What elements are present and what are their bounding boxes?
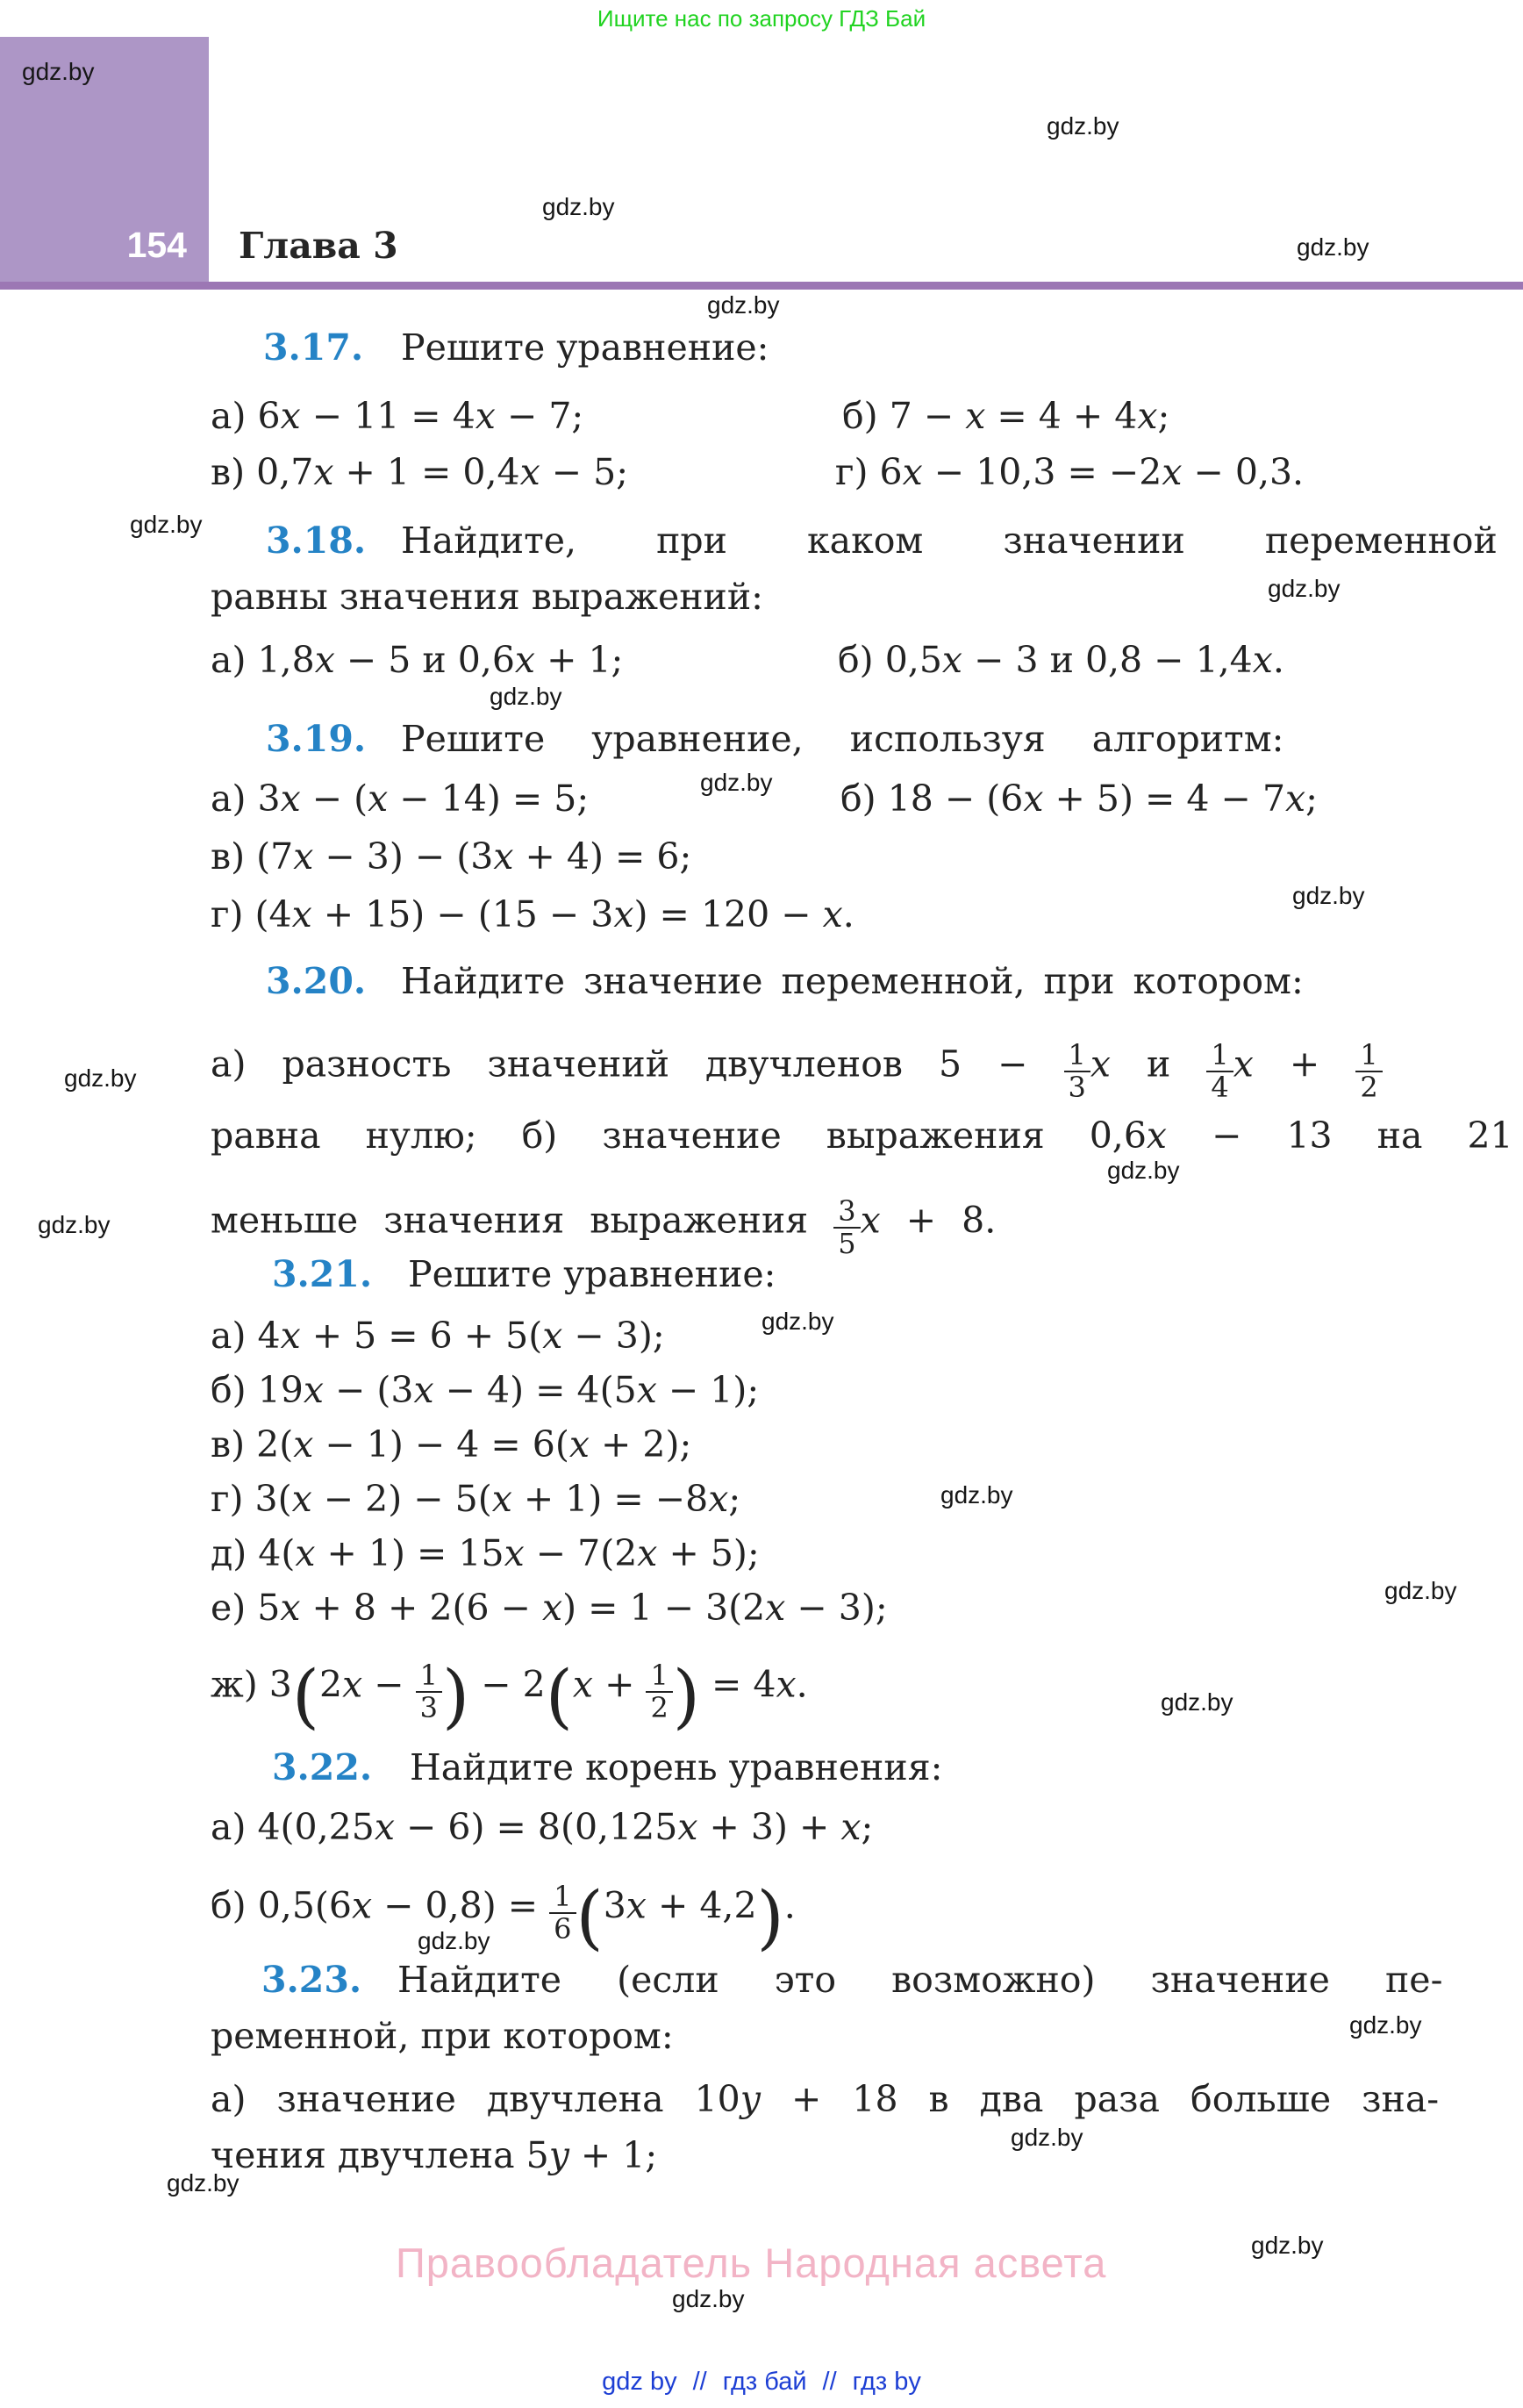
watermark-gdz: gdz.by: [1047, 112, 1119, 140]
watermark-gdz: gdz.by: [1292, 882, 1365, 909]
exercise-3-22-title: Найдите корень уравнения:: [410, 1746, 943, 1788]
exercise-3-21-item-zh: ж) 3(2x − $\frac{1}{3}$ ) − 2(x + $\frac{1}{2}$ ) = 4x.: [211, 1654, 808, 1737]
watermark-gdz: gdz.by: [22, 58, 95, 85]
exercise-3-21-title: Решите уравнение:: [408, 1253, 776, 1295]
exercise-3-21-item-v: в) 2(x − 1) − 4 = 6(x + 2);: [211, 1423, 692, 1466]
exercise-3-20-line2: равна нулю; б) значение выражения 0,6x − 13 на 21: [211, 1114, 1513, 1157]
exercise-3-17-item-g: г) 6x − 10,3 = −2x − 0,3.: [835, 451, 1305, 493]
exercise-3-17-item-a: а) 6x − 11 = 4x − 7;: [211, 395, 584, 437]
exercise-3-20-number: 3.20.: [266, 960, 367, 1002]
page-number: 154: [126, 225, 187, 265]
exercise-3-23-title2: ременной, при котором:: [211, 2015, 674, 2057]
watermark-gdz: gdz.by: [1011, 2124, 1083, 2151]
exercise-3-20-title: Найдите значение переменной, при котором:: [401, 960, 1304, 1002]
watermark-gdz: gdz.by: [542, 193, 615, 220]
exercise-3-18-title: Найдите, при каком значении переменной: [401, 520, 1498, 562]
exercise-3-19-number: 3.19.: [266, 718, 367, 760]
exercise-3-19-item-g: г) (4x + 15) − (15 − 3x) = 120 − x.: [211, 893, 854, 935]
watermark-gdz: gdz.by: [1107, 1157, 1180, 1184]
exercise-3-17-item-v: в) 0,7x + 1 = 0,4x − 5;: [211, 451, 629, 493]
watermark-gdz: gdz.by: [418, 1927, 490, 1954]
watermark-gdz: gdz.by: [940, 1481, 1013, 1509]
exercise-3-23-item-a1: а) значение двучлена 10y + 18 в два раза больше зна-: [211, 2078, 1440, 2120]
footer-link-separator: //: [692, 2368, 707, 2396]
watermark-gdz: gdz.by: [1297, 233, 1369, 261]
copyright-notice: Правообладатель Народная асвета: [396, 2240, 1107, 2286]
watermark-gdz: gdz.by: [167, 2169, 240, 2197]
watermark-gdz: gdz.by: [672, 2285, 745, 2312]
exercise-3-23-item-a2: чения двучлена 5y + 1;: [211, 2134, 658, 2176]
exercise-3-18-number: 3.18.: [266, 520, 367, 562]
exercise-3-17-title: Решите уравнение:: [401, 326, 769, 369]
top-search-note: Ищите нас по запросу ГДЗ Бай: [597, 5, 926, 32]
exercise-3-21-item-b: б) 19x − (3x − 4) = 4(5x − 1);: [211, 1369, 760, 1411]
watermark-gdz: gdz.by: [1384, 1577, 1457, 1604]
footer-links: [0, 2368, 1523, 2397]
exercise-3-22-item-a: а) 4(0,25x − 6) = 8(0,125x + 3) + x;: [211, 1806, 874, 1848]
watermark-gdz: gdz.by: [707, 291, 780, 319]
footer-link-gdz-by[interactable]: gdz by: [602, 2368, 677, 2396]
exercise-3-22-number: 3.22.: [272, 1746, 373, 1788]
exercise-3-21-item-d: д) 4(x + 1) = 15x − 7(2x + 5);: [211, 1532, 760, 1574]
exercise-3-18-item-a: а) 1,8x − 5 и 0,6x + 1;: [211, 639, 624, 681]
exercise-3-23-title: Найдите (если это возможно) значение пе-: [397, 1959, 1443, 2001]
exercise-3-19-item-a: а) 3x − (x − 14) = 5;: [211, 778, 590, 820]
watermark-gdz: gdz.by: [1349, 2011, 1422, 2039]
watermark-gdz: gdz.by: [64, 1064, 137, 1092]
chapter-title: Глава 3: [239, 225, 398, 267]
exercise-3-19-title: Решите уравнение, используя алгоритм:: [401, 718, 1284, 760]
footer-link-separator: //: [822, 2368, 837, 2396]
exercise-3-20-line1: а) разность значений двучленов 5 − $\frac{1}{3}$ x и $\frac{1}{4}$ x + $\frac{1}{2}$: [211, 1040, 1383, 1102]
exercise-3-21-item-g: г) 3(x − 2) − 5(x + 1) = −8x;: [211, 1478, 741, 1520]
footer-link-gdz-by-2[interactable]: гдз by: [852, 2368, 921, 2396]
exercise-3-21-item-a: а) 4x + 5 = 6 + 5(x − 3);: [211, 1315, 665, 1357]
header-rule: [0, 282, 1523, 290]
watermark-gdz: gdz.by: [1161, 1688, 1233, 1716]
footer-link-gdz-bai[interactable]: гдз бай: [722, 2368, 807, 2396]
watermark-gdz: gdz.by: [700, 769, 773, 796]
exercise-3-17-number: 3.17.: [263, 326, 364, 369]
exercise-3-18-item-b: б) 0,5x − 3 и 0,8 − 1,4x.: [838, 639, 1284, 681]
exercise-3-20-line3: меньше значения выражения $\frac{3}{5}$ x + 8.: [211, 1194, 997, 1260]
exercise-3-23-number: 3.23.: [261, 1959, 362, 2001]
exercise-3-19-item-v: в) (7x − 3) − (3x + 4) = 6;: [211, 835, 692, 878]
watermark-gdz: gdz.by: [1268, 575, 1341, 602]
exercise-3-18-title2: равны значения выражений:: [211, 576, 763, 618]
watermark-gdz: gdz.by: [38, 1211, 111, 1238]
exercise-3-21-item-e: е) 5x + 8 + 2(6 − x) = 1 − 3(2x − 3);: [211, 1587, 888, 1629]
watermark-gdz: gdz.by: [1251, 2232, 1324, 2259]
watermark-gdz: gdz.by: [130, 511, 203, 538]
exercise-3-22-item-b: б) 0,5(6x − 0,8) = $\frac{1}{6}$ (3x + 4,2).: [211, 1875, 796, 1958]
exercise-3-21-number: 3.21.: [272, 1253, 373, 1295]
watermark-gdz: gdz.by: [490, 683, 562, 710]
watermark-gdz: gdz.by: [762, 1308, 834, 1335]
exercise-3-17-item-b: б) 7 − x = 4 + 4x;: [842, 395, 1170, 437]
exercise-3-19-item-b: б) 18 − (6x + 5) = 4 − 7x;: [840, 778, 1318, 820]
